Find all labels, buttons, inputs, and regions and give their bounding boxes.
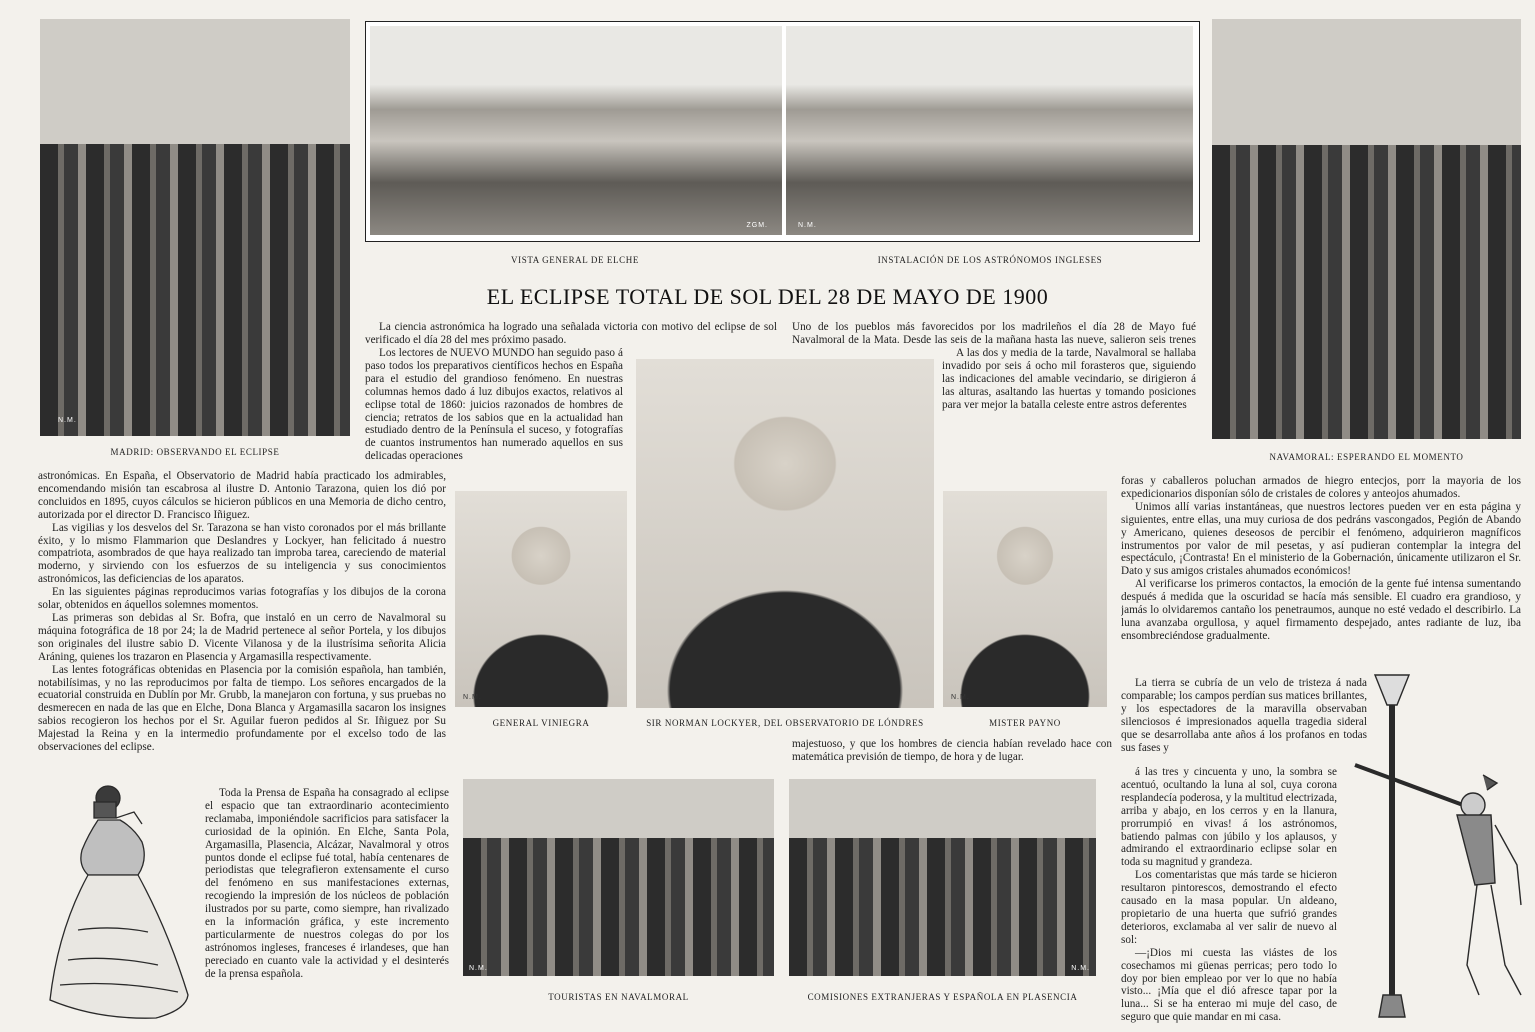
- paragraph: —¡Dios mi cuesta las viástes de los cosechamos mi güenas perricas; pero todo lo doy por bien empleao por ver lo que no había visto... ¡Mía que el dió afresce tapar por la luna... Si se ha enterao mi muje del caso, de seguro que quie mandar en mi casa.: [1121, 946, 1337, 1024]
- article-intro-continued: [365, 347, 623, 475]
- paragraph: En las siguientes páginas reproducimos varias fotografías y los dibujos de la corona solar, obtenidos en áquellos solemnes momentos.: [38, 586, 446, 612]
- paragraph: Las primeras son debidas al Sr. Bofra, que instaló en un cerro de Navalmoral su máquina fotográfica de 18 por 24; la de Madrid pertenece al señor Portela, y los dibujos son originales del ilustre sabio D. Vicente Vilanosa y de la ilustrísima señorita Alicia Aráning, quienes los trazaron en Plasencia y Argamasilla respectivamente.: [38, 611, 446, 663]
- paragraph: A las dos y media de la tarde, Navalmoral se hallaba invadido por seis á ocho mil forasteros que, siguiendo las indicaciones del amable vecindario, se dirigieron á las alturas, asaltando las huertas y tomando posiciones para ver mejor la batalla celeste entre astros deferentes: [942, 347, 1196, 411]
- paragraph: Toda la Prensa de España ha consagrado al eclipse el espacio que tan extraordinario acontecimiento reclamaba, imponiéndole sacrificios para satisfacer la curiosidad de la opinión. En Elche, Santa Pola, Argamasilla, Plasencia, Alcázar, Navalmoral y otros puntos donde el eclipse fué total, había centenares de periodistas que telegrafieron extensamente el curso del fenómeno en sus manifestaciones externas, recogiendo la impresión de los núcleos de población ilustrados por su parte, como siempre, han rivalizado en la información gráfica, y este incremento particularmente de nuestros colegas do por los astrónomos ingleses, franceses é irlandeses, que han pereciado en cuanto vale la actividad y el desinterés de la prensa española.: [205, 787, 449, 980]
- photo-navamoral-waiting: [1212, 19, 1521, 439]
- paragraph: La ciencia astronómica ha logrado una señalada victoria con motivo del eclipse de sol verificado el día 28 del mes próximo pasado.: [365, 321, 777, 346]
- caption-viniegra: GENERAL VINIEGRA: [492, 718, 590, 728]
- photo-mark: N.M.: [951, 694, 970, 701]
- photo-mark: N.M.: [463, 694, 482, 701]
- paragraph: astronómicas. En España, el Observatorio de Madrid había practicado los admirables, encomendando misión tan escabrosa al ilustre D. Antonio Tarazona, quien los dió por concluidos en 1895, cuyos cálculos se hicieron públicos en una Memoria de dicho centro, autorizada por el director D. Francisco Iñiguez.: [38, 470, 446, 521]
- photo-mark: N.M.: [58, 417, 77, 424]
- caption-elche: VISTA GENERAL DE ELCHE: [511, 255, 639, 265]
- paragraph: á las tres y cincuenta y uno, la sombra se acentuó, ocultando la luna al sol, cuya corona resplandecía poderosa, y la multitud electrizada, arriba y abajo, en los cerros y en la llanura, prorrumpió en vivas! á los astrónomos, batiendo palmas con júbilo y los aplausos, y admirando el extraordinario eclipse solar en toda su magnitud y grandeza.: [1121, 766, 1337, 869]
- photo-commissions-plasencia: [789, 779, 1096, 976]
- photo-lockyer: [636, 359, 934, 708]
- photo-mark: N.M.: [798, 222, 817, 229]
- photo-payno: [943, 491, 1107, 707]
- article-right-column: [1121, 475, 1521, 683]
- paragraph: Los lectores de NUEVO MUNDO han seguido paso á paso todos los preparativos científicos hechos en España para el estudio del grandioso fenómeno. En nuestras columnas hemos dado á luz dibujos exactos, relativos al eclipse total de 1860: juicios razonados de hombres de ciencia; retratos de los sabios que en la actualidad han estudiado dentro de la Península el suceso, y fotografías de cuantos instrumentos han numerado aquellos en sus delicadas operaciones: [365, 347, 623, 463]
- article-right-column-lower: [1121, 766, 1337, 1024]
- article-intro: [365, 321, 777, 347]
- caption-commissions: COMISIONES EXTRANJERAS Y ESPAÑOLA EN PLASENCIA: [807, 992, 1078, 1002]
- article-left-column: [38, 470, 446, 776]
- photo-mark: N.M.: [469, 965, 488, 972]
- paragraph: Las lentes fotográficas obtenidas en Plasencia por la comisión española, han también, notabilísimas, y no las reproducimos por falta de tiempo. Los señores encargados de la ecuatorial construida en Dublín por Mr. Grubb, la manejaron con fortuna, y sus pruebas no desmerecen en nada de las que en Elche, Dona Blanca y Argamasilla sacaron los insignes sabios recogieron los hechos por el Sr. Aguilar fueron pedidos al Sr. Iñiguez por Su Majestad la Reina y en la intermedio profundamente por el excelso todo de las observaciones del eclipse.: [38, 663, 446, 754]
- paragraph: Unimos allí varias instantáneas, que nuestros lectores pueden ver en esta página y siguientes, entre ellas, una muy curiosa de dos pedráns vascongados, Pegión de Abando y Americano, quienes deseosos de percibir el fenómeno, adquirieron magníficos instrumentos por valor de mil pesetas, y así pudieran contemplar la integra del espectáculo, ¡Contrasta! En el ministerio de la Gobernación, únicamente utilizaron el Sr. Dato y sus amigos cristales ahumados económicos!: [1121, 500, 1521, 578]
- man-with-telescope-illustration: [1345, 665, 1530, 1023]
- paragraph: La tierra se cubría de un velo de tristeza á nada comparable; los campos perdían sus matices brillantes, y los espectadores de la maravilla observaban silenciosos é impresionados aquella tragedia sideral que se desarrollaba ante años á los profanos en todas sus fases y: [1121, 677, 1367, 754]
- caption-payno: MISTER PAYNO: [989, 718, 1061, 728]
- caption-madrid: MADRID: OBSERVANDO EL ECLIPSE: [110, 447, 280, 457]
- photo-mark: N.M.: [1071, 965, 1090, 972]
- photo-english-astronomers: [786, 26, 1193, 235]
- paragraph: majestuoso, y que los hombres de ciencia habían revelado hace con matemática previsión de tiempo, de hora y de lugar.: [792, 738, 1112, 763]
- paragraph: Las vigilias y los desvelos del Sr. Tarazona se han visto coronados por el más brillante éxito, y lo mismo Flammarion que Deslandres y Lockyer, han felicitado á nuestro compatriota, asombrados de que haya realizado tan improba tarea, careciendo de material moderno, y sirviendo con los esfuerzos de su inteligencia y sus conocimientos astronómicos, las deficiencias de los aparatos.: [38, 521, 446, 586]
- article-center-bottom: [792, 738, 1112, 766]
- photo-tourists-navalmoral: [463, 779, 774, 976]
- caption-tourists: TOURISTAS EN NAVALMORAL: [548, 992, 689, 1002]
- caption-navamoral: NAVAMORAL: ESPERANDO EL MOMENTO: [1269, 452, 1464, 462]
- paragraph: Uno de los pueblos más favorecidos por los madrileños el día 28 de Mayo fué Navalmoral de la Mata. Desde las seis de la mañana hasta las nueve, salieron seis trenes: [792, 321, 1196, 346]
- woman-with-viewer-illustration: [38, 780, 206, 1025]
- article-left-column-lower: [205, 787, 449, 1032]
- panorama-frame: [365, 21, 1200, 242]
- article-right-top: [792, 321, 1196, 347]
- paragraph: Al verificarse los primeros contactos, la emoción de la gente fué intensa sumentando después á medida que la oscuridad se hacía más sensible. El cuadro era grandioso, y jamás lo olvidaremos cantaño los penetraumos, aunque no esté vedado el describirlo. La luna avanzaba orgullosa, y aquel firmamento despejado, antes radiante de luz, iba ensombreciéndose gradualmente.: [1121, 578, 1521, 642]
- article-right-top-2: [942, 347, 1196, 475]
- caption-astronomers: INSTALACIÓN DE LOS ASTRÓNOMOS INGLESES: [877, 255, 1103, 265]
- photo-mark: ZGM.: [746, 222, 768, 229]
- caption-lockyer: SIR NORMAN LOCKYER, DEL OBSERVATORIO DE LÓNDRES: [646, 718, 924, 728]
- photo-viniegra: [455, 491, 627, 707]
- photo-elche: [370, 26, 782, 235]
- paragraph: foras y caballeros poluchan armados de hiegro entecjos, porr la mayoria de los expedicionarios disponían sólo de cristales de colores y anteojos ahumados.: [1121, 475, 1521, 500]
- paragraph: Los comentaristas que más tarde se hicieron resultaron pintorescos, demostrando el efecto causado en la masa popular. Un aldeano, propietario de una huerta que sufrió grandes deterioros, exclamaba al ver salir de nuevo al sol:: [1121, 869, 1337, 946]
- headline: EL ECLIPSE TOTAL DE SOL DEL 28 DE MAYO DE 1900: [486, 284, 1049, 309]
- photo-madrid-observing: [40, 19, 350, 436]
